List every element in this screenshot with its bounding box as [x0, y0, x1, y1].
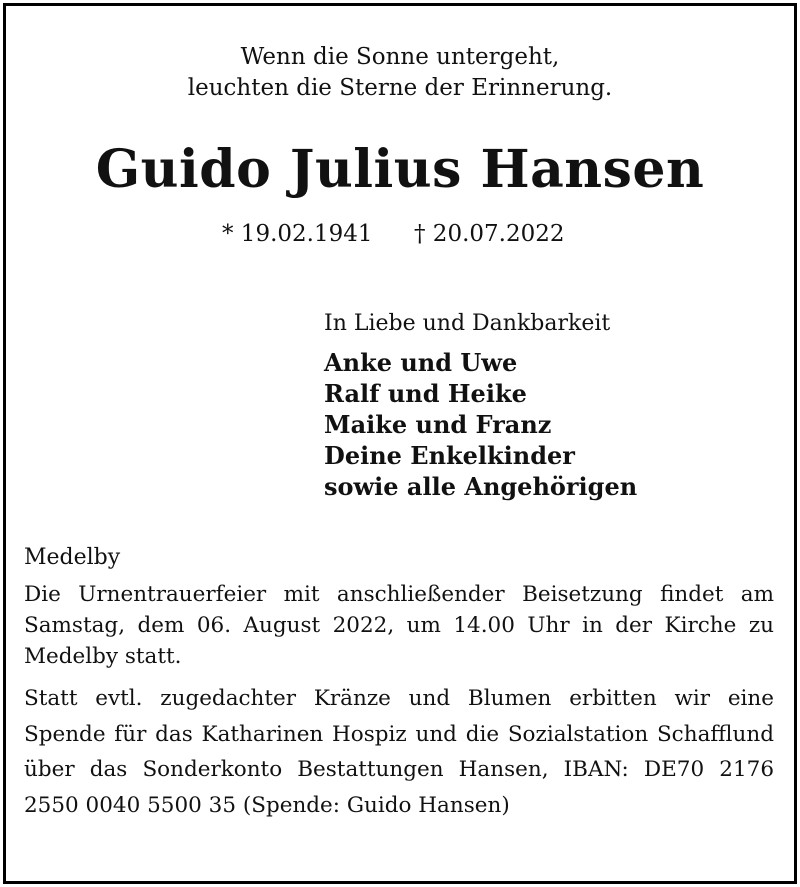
- birth-date: * 19.02.1941: [222, 221, 373, 247]
- death-date: † 20.07.2022: [414, 221, 565, 247]
- mourner-name: sowie alle Angehörigen: [324, 472, 638, 501]
- deceased-name: Guido Julius Hansen: [95, 139, 705, 200]
- mourner-name: Ralf und Heike: [324, 379, 527, 408]
- motto-line-1: Wenn die Sonne untergeht,: [240, 44, 560, 70]
- place-name: Medelby: [24, 545, 121, 570]
- donation-text: Statt evtl. zugedachter Kränze und Blumen erbitten wir eine Spende für das Katharinen Hospiz und die Sozialstation Schafflund über das Sonderkonto Bestattungen Hansen, IBAN: DE70 2176 2550 0040 5500 35 (Spende: Guido Hansen): [24, 686, 774, 818]
- mourner-name: Deine Enkelkinder: [324, 441, 575, 470]
- mourner-name: Anke und Uwe: [324, 348, 518, 377]
- motto-line-2: leuchten die Sterne der Erinnerung.: [187, 75, 613, 101]
- ceremony-text: Die Urnentrauerfeier mit anschließender Beisetzung findet am Samstag, dem 06. August 2022, um 14.00 Uhr in der Kirche zu Medelby statt.: [24, 582, 774, 669]
- mourners-list: [324, 347, 637, 502]
- mourner-name: Maike und Franz: [324, 410, 552, 439]
- mourning-intro: In Liebe und Dankbarkeit: [324, 311, 611, 336]
